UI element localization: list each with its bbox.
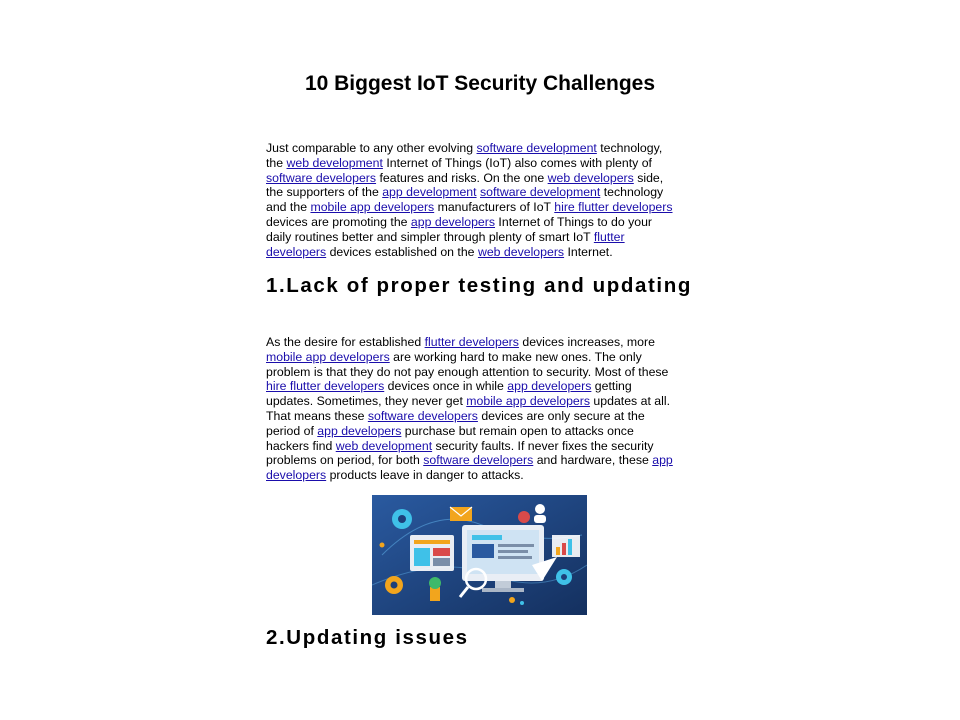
- inline-link[interactable]: app developers: [317, 423, 402, 438]
- inline-link[interactable]: flutter: [593, 229, 625, 244]
- text-line: [266, 245, 696, 260]
- text-line: [266, 409, 696, 424]
- text-line: [266, 230, 696, 245]
- text-line: [266, 439, 696, 454]
- text-line: [266, 141, 696, 156]
- text-span: the: [266, 155, 287, 170]
- section-2-heading: 2.Updating issues: [266, 626, 469, 649]
- text-line: [266, 156, 696, 171]
- text-span: problem is that they do not pay enough attention to security. Most of these: [266, 364, 669, 379]
- text-span: and hardware, these: [533, 453, 653, 468]
- text-span: Internet of Things (IoT) also comes with plenty of: [382, 155, 652, 170]
- inline-link[interactable]: software development: [476, 141, 597, 155]
- text-line: [266, 215, 696, 230]
- text-line: [266, 350, 696, 365]
- user-icon-2: [518, 511, 530, 523]
- inline-link[interactable]: app: [652, 453, 673, 468]
- text-span: problems on period, for both: [266, 453, 424, 468]
- text-span: technology: [600, 185, 664, 200]
- inline-link[interactable]: web development: [335, 438, 433, 453]
- inline-link[interactable]: mobile app developers: [266, 349, 390, 364]
- intro-paragraph: [266, 141, 696, 259]
- inline-link[interactable]: hire flutter developers: [266, 379, 385, 394]
- section-1-paragraph: [266, 335, 696, 483]
- inline-link[interactable]: software development: [480, 185, 601, 200]
- text-span: devices increases, more: [518, 335, 655, 349]
- text-span: manufacturers of IoT: [434, 200, 555, 215]
- text-line: [266, 171, 696, 186]
- inline-link[interactable]: software developers: [423, 453, 534, 468]
- inline-link[interactable]: developers: [266, 244, 327, 259]
- inline-link[interactable]: web developers: [547, 170, 634, 185]
- text-span: hackers find: [266, 438, 336, 453]
- text-span: Just comparable to any other evolving: [266, 141, 477, 155]
- text-line: [266, 185, 696, 200]
- text-line: [266, 379, 696, 394]
- text-span: devices are promoting the: [266, 214, 411, 229]
- text-line: [266, 335, 696, 350]
- text-span: the supporters of the: [266, 185, 383, 200]
- text-span: technology,: [596, 141, 663, 155]
- text-line: [266, 453, 696, 468]
- text-span: Internet of Things to do your: [495, 214, 653, 229]
- text-span: devices are only secure at the: [477, 408, 645, 423]
- inline-link[interactable]: software developers: [367, 408, 478, 423]
- inline-link[interactable]: developers: [266, 468, 327, 483]
- text-span: getting: [591, 379, 632, 394]
- text-span: purchase but remain open to attacks once: [401, 423, 634, 438]
- inline-link[interactable]: app developers: [507, 379, 592, 394]
- text-line: [266, 394, 696, 409]
- section-1-heading: 1.Lack of proper testing and updating: [266, 274, 692, 297]
- text-span: daily routines better and simpler through plenty of smart IoT: [266, 229, 594, 244]
- text-span: products leave in danger to attacks.: [326, 468, 524, 483]
- text-line: [266, 468, 696, 483]
- text-span: As the desire for established: [266, 335, 425, 349]
- user-icon: [535, 504, 545, 514]
- text-line: [266, 424, 696, 439]
- text-span: side,: [633, 170, 664, 185]
- text-span: Internet.: [564, 244, 613, 259]
- text-span: updates at all.: [590, 394, 670, 409]
- text-span: updates. Sometimes, they never get: [266, 394, 467, 409]
- inline-link[interactable]: hire flutter developers: [554, 200, 673, 215]
- inline-link[interactable]: app development: [382, 185, 477, 200]
- text-line: [266, 365, 696, 380]
- plant-icon: [430, 587, 440, 601]
- text-span: features and risks. On the one: [376, 170, 548, 185]
- inline-link[interactable]: web developers: [477, 244, 565, 259]
- text-line: [266, 200, 696, 215]
- text-span: are working hard to make new ones. The only: [389, 349, 642, 364]
- inline-link[interactable]: web development: [286, 155, 383, 170]
- text-span: and the: [266, 200, 311, 215]
- inline-link[interactable]: software developers: [266, 170, 377, 185]
- inline-link[interactable]: app developers: [410, 214, 496, 229]
- inline-link[interactable]: flutter developers: [424, 335, 519, 349]
- inline-link[interactable]: mobile app developers: [310, 200, 435, 215]
- text-span: devices once in while: [384, 379, 508, 394]
- text-span: security faults. If never fixes the security: [432, 438, 654, 453]
- text-span: That means these: [266, 408, 368, 423]
- iot-devices-illustration: [372, 495, 587, 615]
- inline-link[interactable]: mobile app developers: [466, 394, 591, 409]
- text-span: period of: [266, 423, 318, 438]
- text-span: devices established on the: [326, 244, 478, 259]
- page-title: 10 Biggest IoT Security Challenges: [304, 72, 656, 95]
